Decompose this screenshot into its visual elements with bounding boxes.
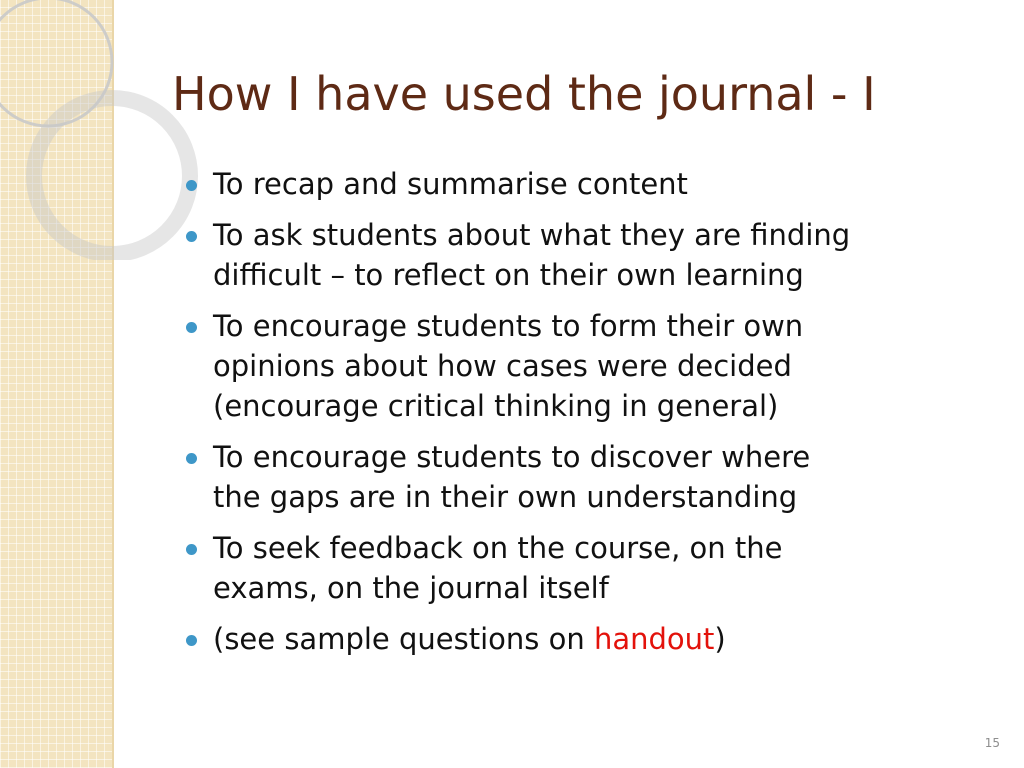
bullet-text-line: difficult – to reflect on their own learning	[213, 258, 804, 292]
bullet-text-line: the gaps are in their own understanding	[213, 480, 798, 514]
bullet-text-suffix: )	[714, 622, 726, 656]
bullet-dot-icon	[186, 231, 197, 242]
handout-link[interactable]: handout	[593, 622, 715, 656]
slide-title: How I have used the journal - I	[172, 67, 876, 121]
bullet-dot-icon	[186, 453, 197, 464]
bullet-item-form-opinions	[186, 306, 986, 426]
bullet-text-line: (encourage critical thinking in general)	[213, 389, 779, 423]
bullet-item-ask-students	[186, 215, 986, 295]
bullet-item-seek-feedback	[186, 528, 986, 608]
bullet-item-discover-gaps	[186, 437, 986, 517]
bullet-item-recap	[186, 164, 986, 204]
bullet-text-line: exams, on the journal itself	[213, 571, 609, 605]
bullet-text-line: To seek feedback on the course, on the	[213, 531, 783, 565]
bullet-dot-icon	[186, 322, 197, 333]
bullet-text-prefix: (see sample questions on	[213, 622, 594, 656]
decorative-side-panel	[0, 0, 114, 768]
bullet-text-line	[213, 619, 986, 659]
bullet-dot-icon	[186, 635, 197, 646]
bullet-item-sample-questions	[186, 619, 986, 659]
bullet-dot-icon	[186, 180, 197, 191]
bullet-dot-icon	[186, 544, 197, 555]
bullet-list	[186, 164, 986, 670]
bullet-text-line: To ask students about what they are finding	[213, 218, 851, 252]
bullet-text-line: To recap and summarise content	[213, 167, 688, 201]
bullet-text-line: To encourage students to form their own	[213, 309, 804, 343]
page-number: 15	[984, 736, 1000, 750]
bullet-text-line: opinions about how cases were decided	[213, 349, 792, 383]
bullet-text-line: To encourage students to discover where	[213, 440, 811, 474]
